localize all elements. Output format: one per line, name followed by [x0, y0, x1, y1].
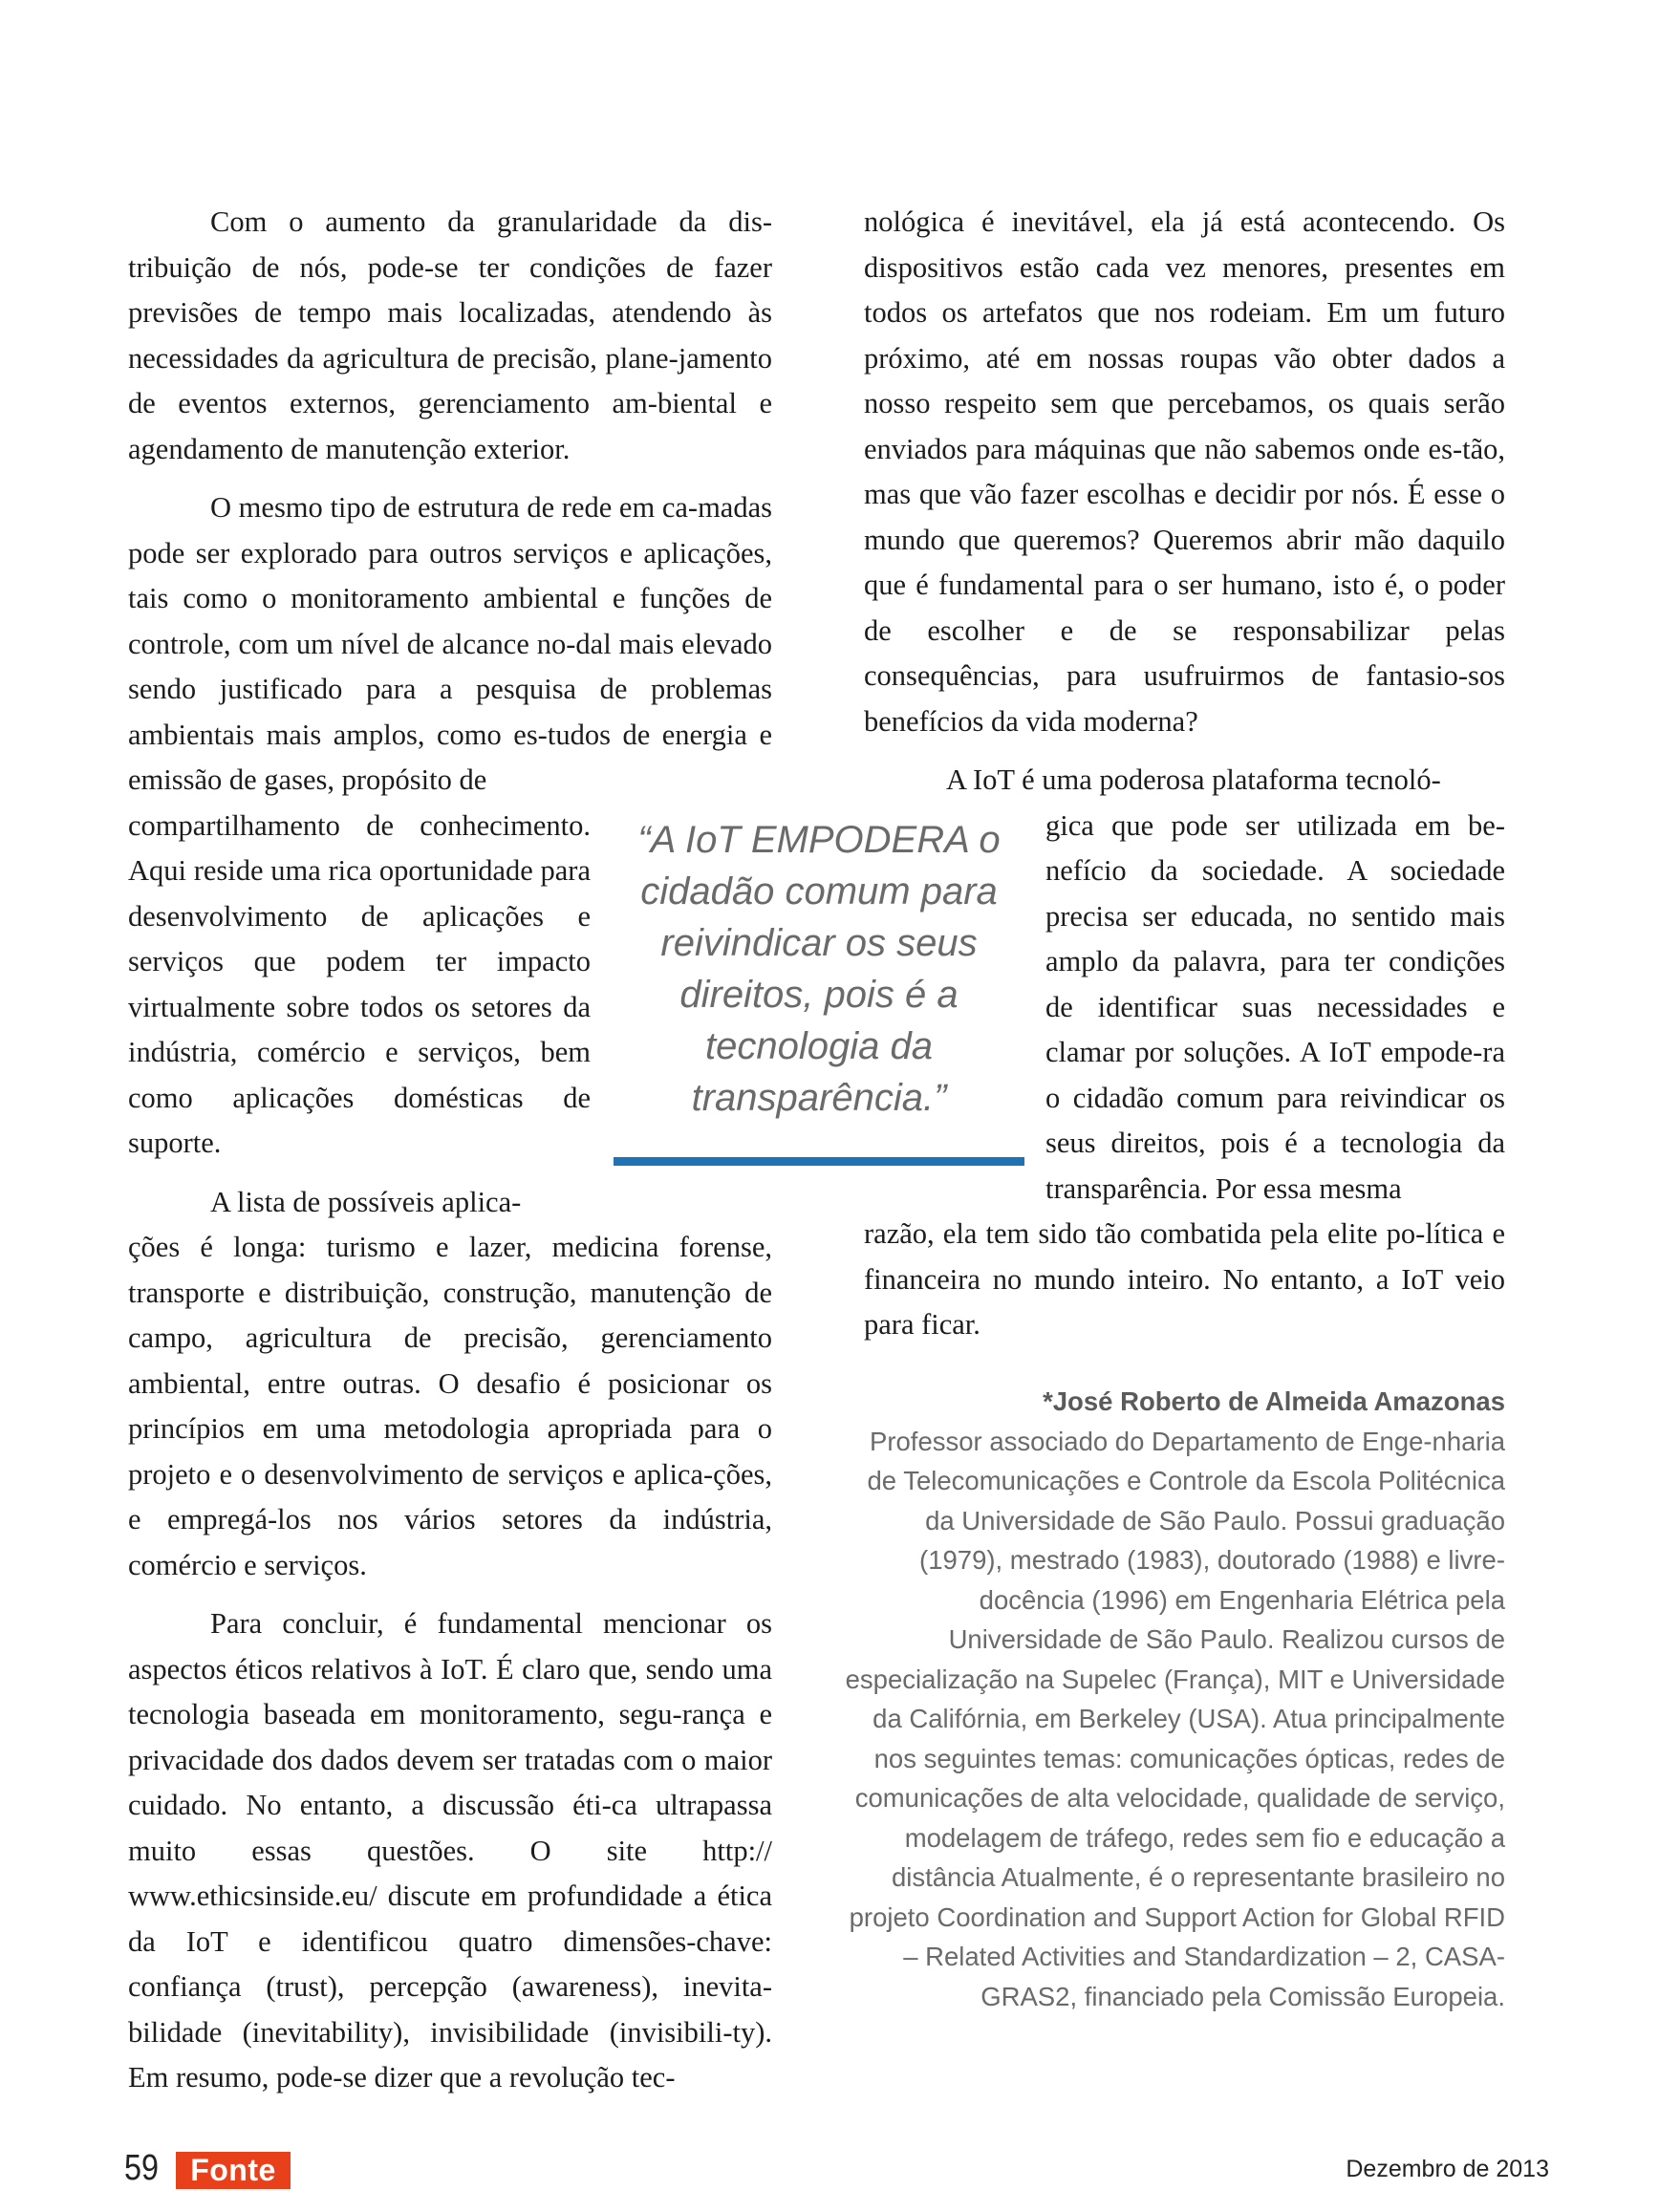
paragraph: O mesmo tipo de estrutura de rede em ca-madas pode ser explorado para outros serviços e aplicações, tais como o monitoramento ambiental e funções de controle, com um nível de alcance no-dal mais elevado sendo justificado para a pesquisa de problemas ambientais mais amplos, como es-tudos de energia e emissão de gases, propósito de [128, 491, 772, 796]
issue-date: Dezembro de 2013 [1346, 2156, 1549, 2182]
article-right-column [864, 200, 1505, 1348]
paragraph: razão, ela tem sido tão combatida pela elite po-lítica e financeira no mundo inteiro. No entanto, a IoT veio para ficar. [864, 1217, 1505, 1341]
paragraph: A lista de possíveis aplica- [210, 1185, 522, 1218]
paragraph: Para concluir, é fundamental mencionar os aspectos éticos relativos à IoT. É claro que, sendo uma tecnologia baseada em monitoramento, segu-rança e privacidade dos dados devem ser tratadas com o maior cuidado. No entanto, a discussão éti-ca ultrapassa muito essas questões. O site http:// www.ethicsinside.eu/ discute em profundidade a ética da IoT e identificou quatro dimensões-chave: confiança (trust), percepção (awareness), inevita-bilidade (inevitability), invisibilidade (invisibili-ty). Em resumo, pode-se dizer que a revolução tec- [128, 1607, 772, 2094]
pull-quote-rule [614, 1157, 1024, 1166]
paragraph: gica que pode ser utilizada em be-nefício da sociedade. A sociedade precisa ser educada, no sentido mais amplo da palavra, para ter condições de identificar suas necessidades e clamar por soluções. A IoT empode-ra o cidadão comum para reivindicar os seus direitos, pois é a tecnologia da transparência. Por essa mesma [1045, 808, 1505, 1205]
paragraph: ções é longa: turismo e lazer, medicina forense, transporte e distribuição, construção, manutenção de campo, agricultura de precisão, gerenciamento ambiental, entre outras. O desafio é posicionar os princípios em uma metodologia apropriada para o projeto e o desenvolvimento de serviços e aplica-ções, e empregá-los nos vários setores da indústria, comércio e serviços. [128, 1231, 772, 1581]
paragraph: compartilhamento de conhecimento. Aqui reside uma rica oportunidade para desenvolvimento de aplicações e serviços que podem ter impacto virtualmente sobre todos os setores da indústria, comércio e serviços, bem como aplicações domésticas de suporte. [128, 808, 591, 1159]
paragraph: nológica é inevitável, ela já está acontecendo. Os dispositivos estão cada vez menores, presentes em todos os artefatos que nos rodeiam. Em um futuro próximo, até em nossas roupas vão obter dados a nosso respeito sem que percebamos, os quais serão enviados para máquinas que não sabemos onde es-tão, mas que vão fazer escolhas e decidir por nós. É esse o mundo que queremos? Queremos abrir mão daquilo que é fundamental para o ser humano, isto é, o poder de escolher e de se responsabilizar pelas consequências, para usufruirmos de fantasio-sos benefícios da vida moderna? [864, 205, 1505, 738]
page-number: 59 [124, 2148, 159, 2188]
brand-logo: Fonte [176, 2152, 291, 2189]
author-bio [841, 1382, 1505, 2016]
author-name: *José Roberto de Almeida Amazonas [1043, 1386, 1505, 1416]
pull-quote: “A IoT EMPODERA o cidadão comum para reivindicar os seus direitos, pois é a tecnologia da transparência.” [637, 819, 1001, 1119]
paragraph: A IoT é uma poderosa plataforma tecnoló- [946, 763, 1441, 796]
author-bio-text: Professor associado do Departamento de Enge-nharia de Telecomunicações e Controle da Escola Politécnica da Universidade de São Paulo. Possui graduação (1979), mestrado (1983), doutorado (1988) e livre-docência (1996) em Engenharia Elétrica pela Universidade de São Paulo. Realizou cursos de especialização na Supelec (França), MIT e Universidade da Califórnia, em Berkeley (USA). Atua principalmente nos seguintes temas: comunicações ópticas, redes de comunicações de alta velocidade, qualidade de serviço, modelagem de tráfego, redes sem fio e educação a distância Atualmente, é o representante brasileiro no projeto Coordination and Support Action for Global RFID – Related Activities and Standardization – 2, CASA-GRAS2, financiado pela Comissão Europeia. [845, 1426, 1505, 2011]
article-left-column [128, 200, 772, 2101]
paragraph: Com o aumento da granularidade da dis-tribuição de nós, pode-se ter condições de fazer previsões de tempo mais localizadas, atendendo às necessidades da agricultura de precisão, plane-jamento de eventos externos, gerenciamento am-biental e agendamento de manutenção exterior. [128, 205, 772, 465]
